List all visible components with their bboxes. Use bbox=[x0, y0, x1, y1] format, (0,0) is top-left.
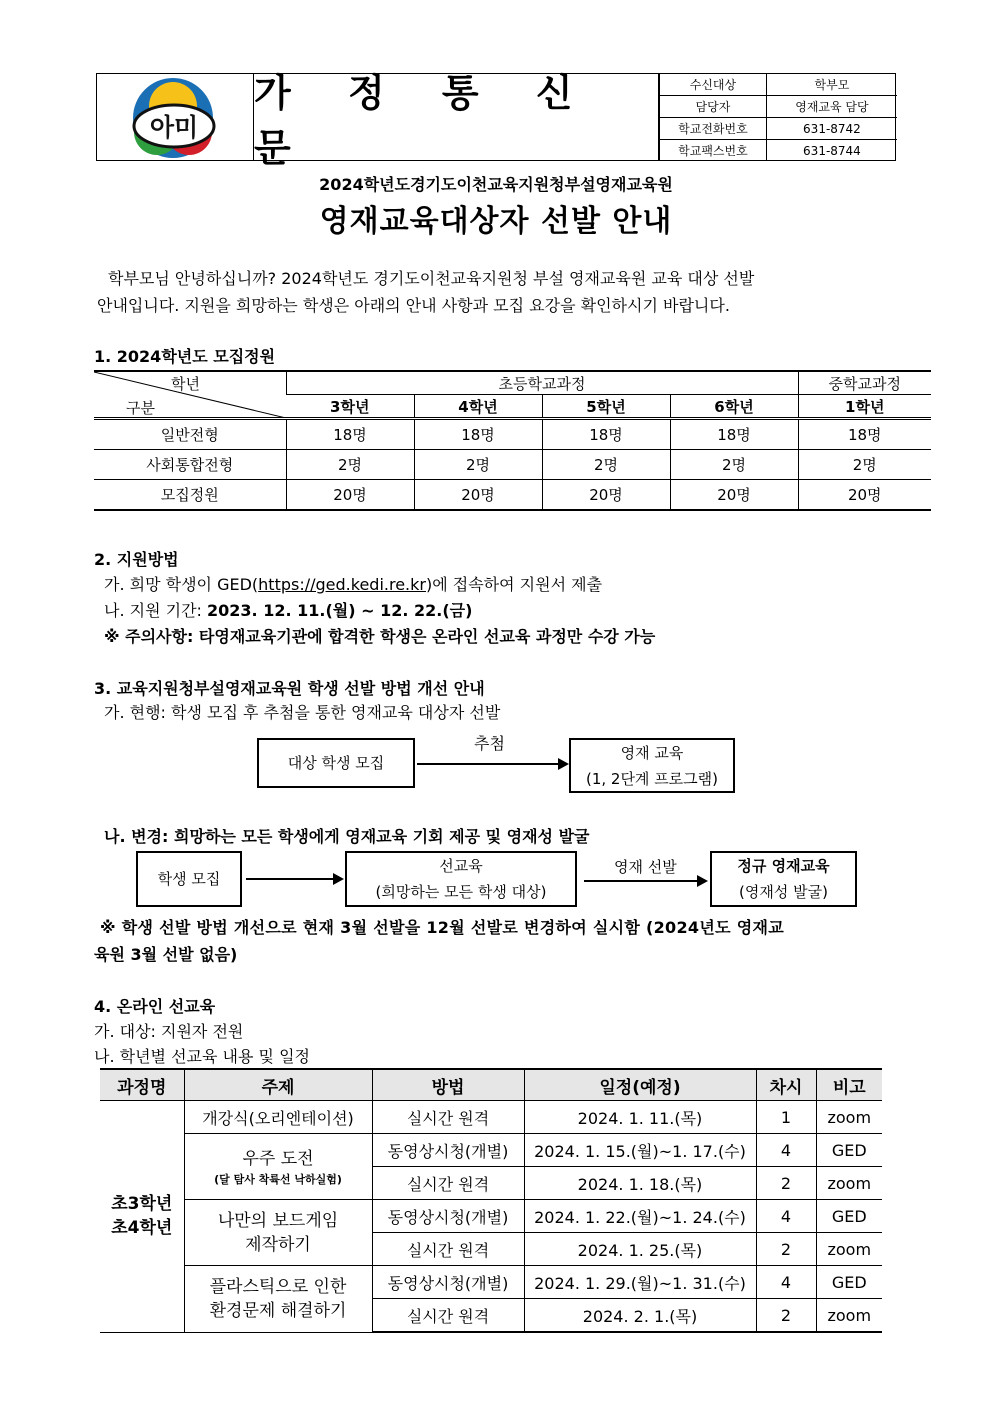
corner-top-label: 학년 bbox=[171, 375, 200, 393]
flow2-box-regular-line2: (영재성 발굴) bbox=[739, 883, 828, 901]
remark: zoom bbox=[816, 1101, 882, 1134]
apply-text-pre: 가. 희망 학생이 GED( bbox=[104, 575, 259, 594]
letter-title: 가 정 통 신 문 bbox=[254, 70, 595, 170]
grade-header: 4학년 bbox=[414, 395, 542, 419]
col-header: 과정명 bbox=[100, 1069, 184, 1101]
course-name bbox=[100, 1101, 184, 1333]
school-logo-cell bbox=[97, 74, 254, 160]
topic bbox=[184, 1134, 372, 1200]
cell: 20명 bbox=[670, 480, 798, 511]
flow2-arrow-1 bbox=[246, 878, 333, 880]
cell: 18명 bbox=[542, 419, 670, 450]
cell: 2명 bbox=[798, 450, 931, 480]
info-label: 담당자 bbox=[660, 96, 767, 118]
date: 2024. 1. 11.(목) bbox=[524, 1101, 756, 1134]
cell: 18명 bbox=[286, 419, 414, 450]
flow2-box-preeducation bbox=[345, 851, 577, 907]
intro-line-1: 학부모님 안녕하십니까? 2024학년도 경기도이천교육지원청 부설 영재교육원 교육 대상 선발 bbox=[108, 269, 755, 288]
col-header: 방법 bbox=[372, 1069, 524, 1101]
topic-line1: 우주 도전 bbox=[242, 1148, 314, 1169]
method: 동영상시청(개별) bbox=[372, 1266, 524, 1299]
topic-line1: 나만의 보드게임 bbox=[217, 1210, 339, 1231]
caution-note: ※ 주의사항: 타영재교육기관에 합격한 학생은 온라인 선교육 과정만 수강 가능 bbox=[104, 627, 656, 646]
apply-text-post: )에 접속하여 지원서 제출 bbox=[425, 575, 603, 594]
table-row bbox=[100, 1266, 882, 1299]
table-row bbox=[100, 1200, 882, 1233]
corner-header bbox=[94, 371, 286, 419]
flow2-box-recruit bbox=[136, 851, 242, 907]
subtitle: 2024학년도경기도이천교육지원청부설영재교육원 bbox=[319, 175, 673, 194]
date: 2024. 2. 1.(목) bbox=[524, 1299, 756, 1333]
topic-line2: (달 탐사 착륙선 낙하실험) bbox=[214, 1172, 342, 1186]
date: 2024. 1. 25.(목) bbox=[524, 1233, 756, 1266]
session-count: 2 bbox=[756, 1233, 816, 1266]
apply-line bbox=[104, 572, 602, 595]
topic bbox=[184, 1266, 372, 1333]
grade-header: 1학년 bbox=[798, 395, 931, 419]
cell: 20명 bbox=[798, 480, 931, 511]
main-title: 영재교육대상자 선발 안내 bbox=[319, 204, 673, 239]
corner-bottom-label: 구분 bbox=[126, 399, 155, 417]
ged-link[interactable]: https://ged.kedi.re.kr bbox=[258, 575, 426, 594]
remark: zoom bbox=[816, 1233, 882, 1266]
flow1-box-recruit-label: 대상 학생 모집 bbox=[287, 754, 385, 772]
date: 2024. 1. 29.(월)~1. 31.(수) bbox=[524, 1266, 756, 1299]
section3-heading: 3. 교육지원청부설영재교육원 학생 선발 방법 개선 안내 bbox=[94, 679, 485, 698]
remark: zoom bbox=[816, 1299, 882, 1333]
cell: 2명 bbox=[286, 450, 414, 480]
col-header: 주제 bbox=[184, 1069, 372, 1101]
info-value: 631-8744 bbox=[766, 140, 897, 162]
cell: 20명 bbox=[542, 480, 670, 511]
schedule-table bbox=[100, 1068, 882, 1333]
flow1-box-education-line1: 영재 교육 bbox=[620, 743, 684, 762]
grade-header: 5학년 bbox=[542, 395, 670, 419]
row-label: 사회통합전형 bbox=[94, 450, 286, 480]
section1-heading: 1. 2024학년도 모집정원 bbox=[94, 347, 276, 366]
table-row bbox=[94, 450, 931, 480]
flow2-box-recruit-label: 학생 모집 bbox=[157, 870, 221, 888]
course-line1: 초3학년 bbox=[111, 1194, 173, 1215]
period-label: 나. 지원 기간: bbox=[104, 601, 208, 620]
method: 실시간 원격 bbox=[372, 1101, 524, 1134]
info-row bbox=[660, 74, 898, 96]
quota-table bbox=[94, 370, 931, 511]
info-value: 학부모 bbox=[766, 74, 897, 96]
row-label: 모집정원 bbox=[94, 480, 286, 511]
course-line2: 초4학년 bbox=[111, 1218, 173, 1239]
date: 2024. 1. 22.(월)~1. 24.(수) bbox=[524, 1200, 756, 1233]
table-row bbox=[94, 419, 931, 450]
cell: 18명 bbox=[798, 419, 931, 450]
date: 2024. 1. 18.(목) bbox=[524, 1167, 756, 1200]
flow1-box-education bbox=[569, 738, 735, 793]
info-label: 학교팩스번호 bbox=[660, 140, 767, 162]
flow2-box-regular bbox=[710, 851, 857, 907]
flow1-arrow bbox=[417, 763, 558, 765]
grade-header: 6학년 bbox=[670, 395, 798, 419]
flow2-arrow-2 bbox=[584, 880, 697, 882]
info-row bbox=[660, 140, 898, 162]
section2-heading: 2. 지원방법 bbox=[94, 550, 179, 569]
flow1-box-recruit bbox=[257, 738, 415, 788]
remark: GED bbox=[816, 1134, 882, 1167]
date: 2024. 1. 15.(월)~1. 17.(수) bbox=[524, 1134, 756, 1167]
info-panel bbox=[658, 74, 897, 160]
period-line bbox=[104, 598, 472, 621]
session-count: 4 bbox=[756, 1200, 816, 1233]
method: 실시간 원격 bbox=[372, 1299, 524, 1333]
arrow-right-icon bbox=[558, 758, 569, 770]
remark: zoom bbox=[816, 1167, 882, 1200]
topic: 개강식(오리엔테이션) bbox=[184, 1101, 372, 1134]
schedule-title: 나. 학년별 선교육 내용 및 일정 bbox=[94, 1047, 310, 1066]
selection-note-1: ※ 학생 선발 방법 개선으로 현재 3월 선발을 12월 선발로 변경하여 실시함 (2024년도 영재교 bbox=[100, 918, 785, 937]
flow2-box-regular-line1: 정규 영재교육 bbox=[737, 857, 830, 875]
row-label: 일반전형 bbox=[94, 419, 286, 450]
cell: 2명 bbox=[542, 450, 670, 480]
info-row bbox=[660, 118, 898, 140]
grade-header: 3학년 bbox=[286, 395, 414, 419]
cell: 20명 bbox=[286, 480, 414, 511]
session-count: 4 bbox=[756, 1134, 816, 1167]
session-count: 2 bbox=[756, 1299, 816, 1333]
selection-note-2: 육원 3월 선발 없음) bbox=[94, 945, 238, 964]
info-value: 영재교육 담당 bbox=[766, 96, 897, 118]
flow2-arrow-label: 영재 선발 bbox=[614, 858, 677, 876]
session-count: 2 bbox=[756, 1167, 816, 1200]
cell: 20명 bbox=[414, 480, 542, 511]
method: 동영상시청(개별) bbox=[372, 1200, 524, 1233]
school-logo bbox=[97, 74, 253, 160]
table-row bbox=[100, 1101, 882, 1134]
flow1-box-education-line2: (1, 2단계 프로그램) bbox=[585, 769, 719, 788]
flow2-box-preeducation-line1: 선교육 bbox=[439, 857, 483, 875]
col-header: 차시 bbox=[756, 1069, 816, 1101]
group-elementary: 초등학교과정 bbox=[286, 371, 798, 395]
session-count: 1 bbox=[756, 1101, 816, 1134]
table-row bbox=[94, 480, 931, 511]
logo-text: 아미 bbox=[149, 113, 199, 142]
cell: 2명 bbox=[670, 450, 798, 480]
arrow-right-icon bbox=[697, 875, 708, 887]
changed-method: 나. 변경: 희망하는 모든 학생에게 영재교육 기회 제공 및 영재성 발굴 bbox=[104, 827, 590, 846]
info-label: 학교전화번호 bbox=[660, 118, 767, 140]
letter-header bbox=[96, 70, 896, 170]
flow1-arrow-label: 추첨 bbox=[474, 734, 505, 753]
col-header: 비고 bbox=[816, 1069, 882, 1101]
intro-line-2: 안내입니다. 지원을 희망하는 학생은 아래의 안내 사항과 모집 요강을 확인하시기 바랍니다. bbox=[97, 296, 730, 315]
method: 동영상시청(개별) bbox=[372, 1134, 524, 1167]
section4-heading: 4. 온라인 선교육 bbox=[94, 997, 216, 1016]
target-line: 가. 대상: 지원자 전원 bbox=[94, 1022, 244, 1041]
group-middle: 중학교과정 bbox=[798, 371, 931, 395]
topic-line2: 환경문제 해결하기 bbox=[209, 1300, 347, 1321]
schedule-header-row bbox=[100, 1069, 882, 1101]
cell: 18명 bbox=[414, 419, 542, 450]
info-label: 수신대상 bbox=[660, 74, 767, 96]
remark: GED bbox=[816, 1200, 882, 1233]
topic-line2: 제작하기 bbox=[245, 1234, 311, 1255]
flow2-box-preeducation-line2: (희망하는 모든 학생 대상) bbox=[375, 883, 547, 901]
table-row bbox=[100, 1134, 882, 1167]
period-dates: 2023. 12. 11.(월) ~ 12. 22.(금) bbox=[207, 601, 473, 620]
topic bbox=[184, 1200, 372, 1266]
info-value: 631-8742 bbox=[766, 118, 897, 140]
remark: GED bbox=[816, 1266, 882, 1299]
method: 실시간 원격 bbox=[372, 1167, 524, 1200]
topic-line1: 플라스틱으로 인한 bbox=[209, 1276, 347, 1297]
method: 실시간 원격 bbox=[372, 1233, 524, 1266]
arrow-right-icon bbox=[333, 873, 344, 885]
col-header: 일정(예정) bbox=[524, 1069, 756, 1101]
session-count: 4 bbox=[756, 1266, 816, 1299]
current-method: 가. 현행: 학생 모집 후 추첨을 통한 영재교육 대상자 선발 bbox=[104, 703, 501, 722]
cell: 2명 bbox=[414, 450, 542, 480]
cell: 18명 bbox=[670, 419, 798, 450]
info-row bbox=[660, 96, 898, 118]
